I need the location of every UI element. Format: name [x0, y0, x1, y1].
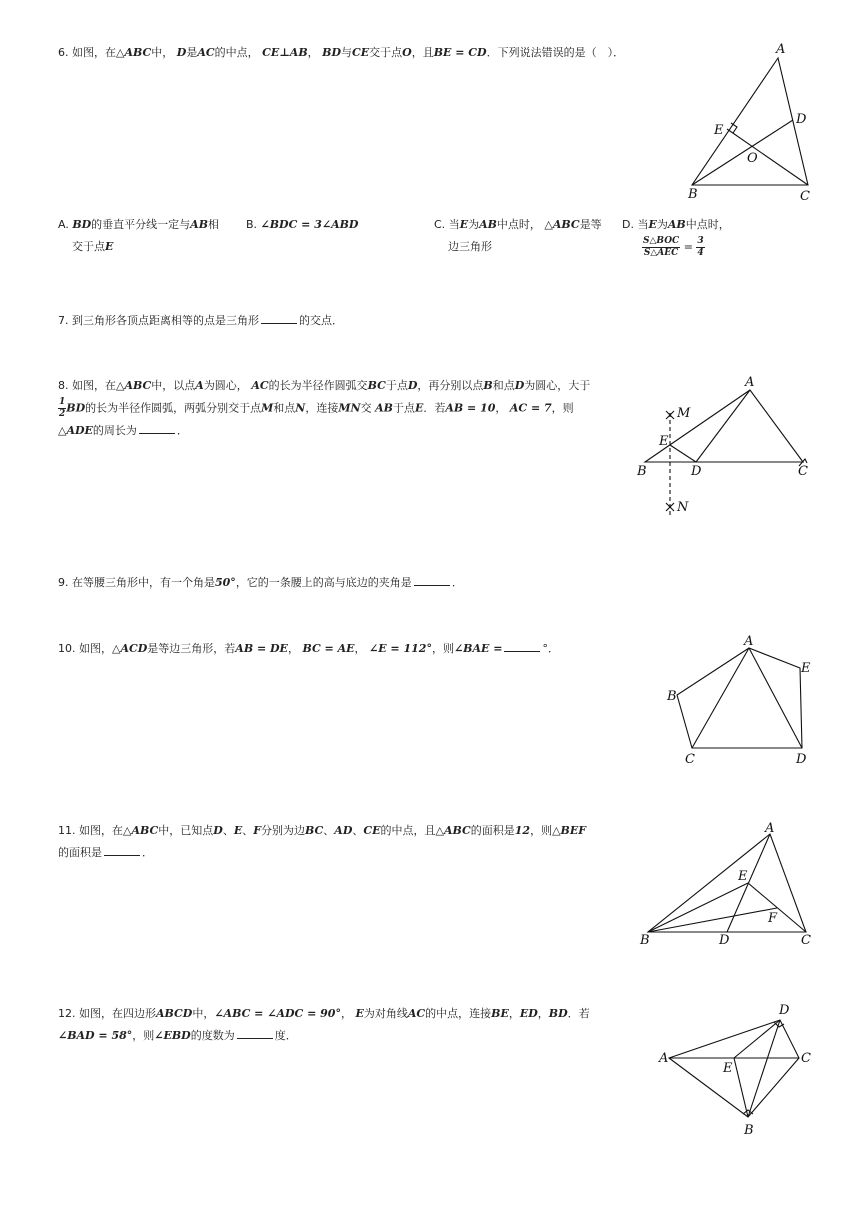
quadrilateral-abcd [669, 1020, 799, 1117]
label-o: O [747, 151, 758, 166]
one-half-fraction: $\frac{1}{2}$ [59, 397, 66, 419]
label-a: A [659, 1051, 669, 1066]
answer-blank[interactable] [261, 311, 297, 324]
right-angle-mark-b [743, 1110, 753, 1114]
label-d: D [796, 112, 807, 127]
question-9-stem: 9. 在等腰三角形中，有一个角是50°，它的一条腰上的高与底边的夹角是 ． [58, 572, 463, 594]
label-b: B [688, 187, 698, 202]
label-n: N [677, 500, 689, 515]
question-11-figure [638, 820, 818, 950]
answer-blank[interactable] [139, 421, 175, 434]
question-6-figure [680, 40, 820, 205]
label-d: D [691, 464, 702, 479]
segment-ce [727, 129, 808, 185]
label-a: A [744, 634, 754, 649]
answer-blank[interactable] [237, 1026, 273, 1039]
label-e: E [659, 434, 669, 449]
question-6-stem: 6. 如图，在△ABC中， D是AC的中点， CE⊥AB， BD与CE交于点O，且BE = CD．下列说法错误的是（ ）． [58, 46, 625, 59]
question-10-stem: 10. 如图，△ACD是等边三角形，若AB = DE， BC = AE， ∠E = 112°，则∠BAE = °． [58, 638, 559, 660]
question-12-figure [655, 1000, 815, 1145]
ratio-value-fraction: $\frac{3}{4}$ [697, 236, 704, 258]
segment-ad [696, 390, 750, 462]
label-e: E [714, 123, 724, 138]
segment-bd [748, 1020, 780, 1117]
segment-ed [670, 445, 696, 462]
answer-blank[interactable] [414, 573, 450, 586]
question-10-figure [665, 635, 825, 775]
outline-abcde [677, 648, 802, 748]
label-b: B [637, 464, 647, 479]
label-c: C [801, 933, 811, 948]
label-b: B [640, 933, 650, 948]
question-8-stem: 8. 如图，在△ABC中，以点A为圆心， AC的长为半径作圆弧交BC于点D，再分别以点B和点D为圆心，大于 $\frac{1}{2}$ BD的长为半径作圆弧，两弧分别交于点M和点N，连接MN交 AB于点E．若AB = 10， AC = 7，则 △ADE的周长为 ． [58, 379, 591, 437]
triangle-abc [645, 390, 803, 462]
question-6-option-d[interactable]: D. 当E为AB中点时， $\frac{\text{S△BOC}}{\text{S△AEC}}$ = $\frac{3}{4}$ [622, 218, 730, 258]
label-a: A [776, 42, 786, 57]
label-d: D [796, 752, 807, 767]
label-d: D [719, 933, 730, 948]
segment-bf [648, 908, 777, 932]
question-6-option-c[interactable]: C. 当E为AB中点时， △ABC是等 边三角形 [434, 218, 602, 253]
right-angle-mark [731, 123, 737, 133]
question-11-stem: 11. 如图，在△ABC中，已知点D、E、F分别为边BC、AD、CE的中点，且△ABC的面积是12，则△BEF 的面积是 ． [58, 824, 587, 859]
label-e: E [723, 1061, 733, 1076]
label-c: C [801, 1051, 811, 1066]
label-b: B [667, 689, 677, 704]
label-e: E [801, 661, 811, 676]
question-8-figure [635, 375, 815, 520]
label-f: F [768, 911, 778, 926]
label-c: C [685, 752, 695, 767]
segment-be [648, 883, 748, 932]
segment-ed [734, 1020, 780, 1058]
label-m: M [677, 406, 691, 421]
label-b: B [744, 1123, 754, 1138]
label-c: C [798, 464, 808, 479]
segment-ac [692, 648, 749, 748]
area-ratio-fraction: $\frac{\text{S△BOC}}{\text{S△AEC}}$ [643, 236, 680, 258]
label-e: E [738, 869, 748, 884]
label-d: D [779, 1003, 790, 1018]
answer-blank[interactable] [504, 639, 540, 652]
question-7-stem: 7. 到三角形各顶点距离相等的点是三角形 的交点． [58, 310, 343, 332]
label-c: C [800, 189, 810, 204]
question-12-stem: 12. 如图，在四边形ABCD中，∠ABC = ∠ADC = 90°， E为对角线AC的中点，连接BE，ED，BD．若 ∠BAD = 58°，则∠EBD的度数为 度． [58, 1007, 590, 1042]
question-6-option-a[interactable]: A. BD的垂直平分线一定与AB相 交于点E [58, 218, 220, 253]
question-6-option-b[interactable]: B. ∠BDC = 3∠ABD [246, 218, 359, 231]
answer-blank[interactable] [104, 843, 140, 856]
label-a: A [745, 375, 755, 390]
segment-ad [749, 648, 802, 748]
label-a: A [765, 821, 775, 836]
segment-bd [692, 120, 793, 185]
